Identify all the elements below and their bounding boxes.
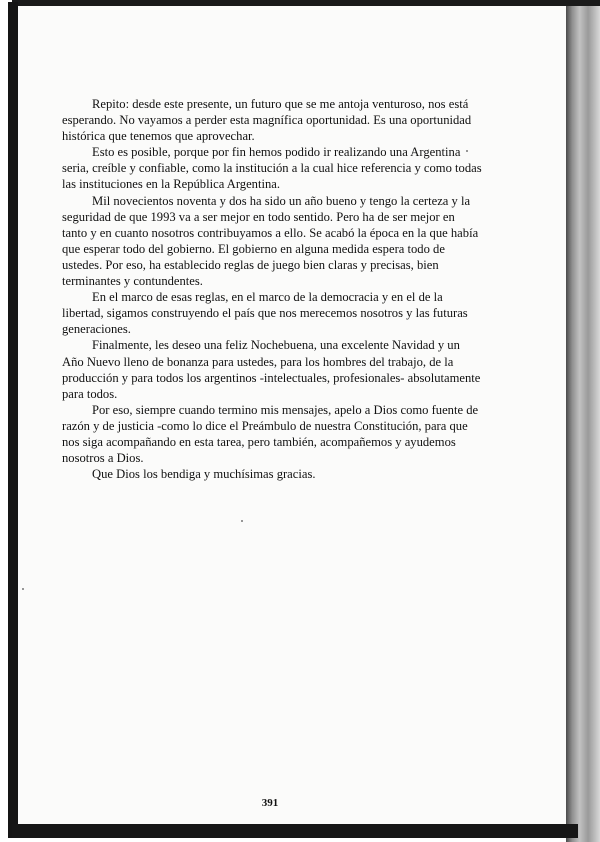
scan-edge-top: [12, 0, 600, 6]
paragraph: Que Dios los bendiga y muchísimas gracias.: [92, 467, 316, 482]
body-text: [62, 96, 482, 482]
scan-edge-right: [566, 0, 600, 842]
scan-speck: [241, 520, 243, 522]
paragraph: Esto es posible, porque por fin hemos podido ir realizando una Argentina seria, creíble y confiable, como la institución a la cual hice referencia y como todas las instituciones en la República Argentina.: [62, 145, 482, 192]
scan-speck: [22, 588, 24, 590]
paragraph: Por eso, siempre cuando termino mis mensajes, apelo a Dios como fuente de razón y de justicia -como lo dice el Preámbulo de nuestra Constitución, para que nos siga acompañando en esta tarea, pero también, acompañemos y ayudemos nosotros a Dios.: [62, 402, 479, 466]
page-number: 391: [261, 797, 279, 809]
scan-edge-bottom: [12, 824, 578, 838]
scan-edge-left: [8, 2, 18, 838]
paragraph: En el marco de esas reglas, en el marco de la democracia y en el de la libertad, sigamos construyendo el país que nos merecemos nosotros y las futuras generaciones.: [62, 290, 468, 337]
paragraph: Mil novecientos noventa y dos ha sido un año bueno y tengo la certeza y la seguridad de que 1993 va a ser mejor en todo sentido. Pero ha de ser mejor en tanto y en cuanto nosotros contribuyamos a ello. Se acabó la época en la que había que esperar todo del gobierno. El gobierno en alguna medida espera todo de ustedes. Por eso, ha establecido reglas de juego bien claras y precisas, bien terminantes y contundentes.: [62, 193, 479, 289]
paragraph: Repito: desde este presente, un futuro que se me antoja venturoso, nos está esperando. No vayamos a perder esta magnífica oportunidad. Es una oportunidad histórica que tenemos que aprovechar.: [62, 97, 472, 144]
scan-speck: [466, 150, 468, 152]
paragraph: Finalmente, les deseo una feliz Nochebuena, una excelente Navidad y un Año Nuevo lleno de bonanza para ustedes, para los hombres del trabajo, de la producción y para todos los argentinos -intelectuales, profesionales- absolutamente para todos.: [62, 338, 481, 401]
